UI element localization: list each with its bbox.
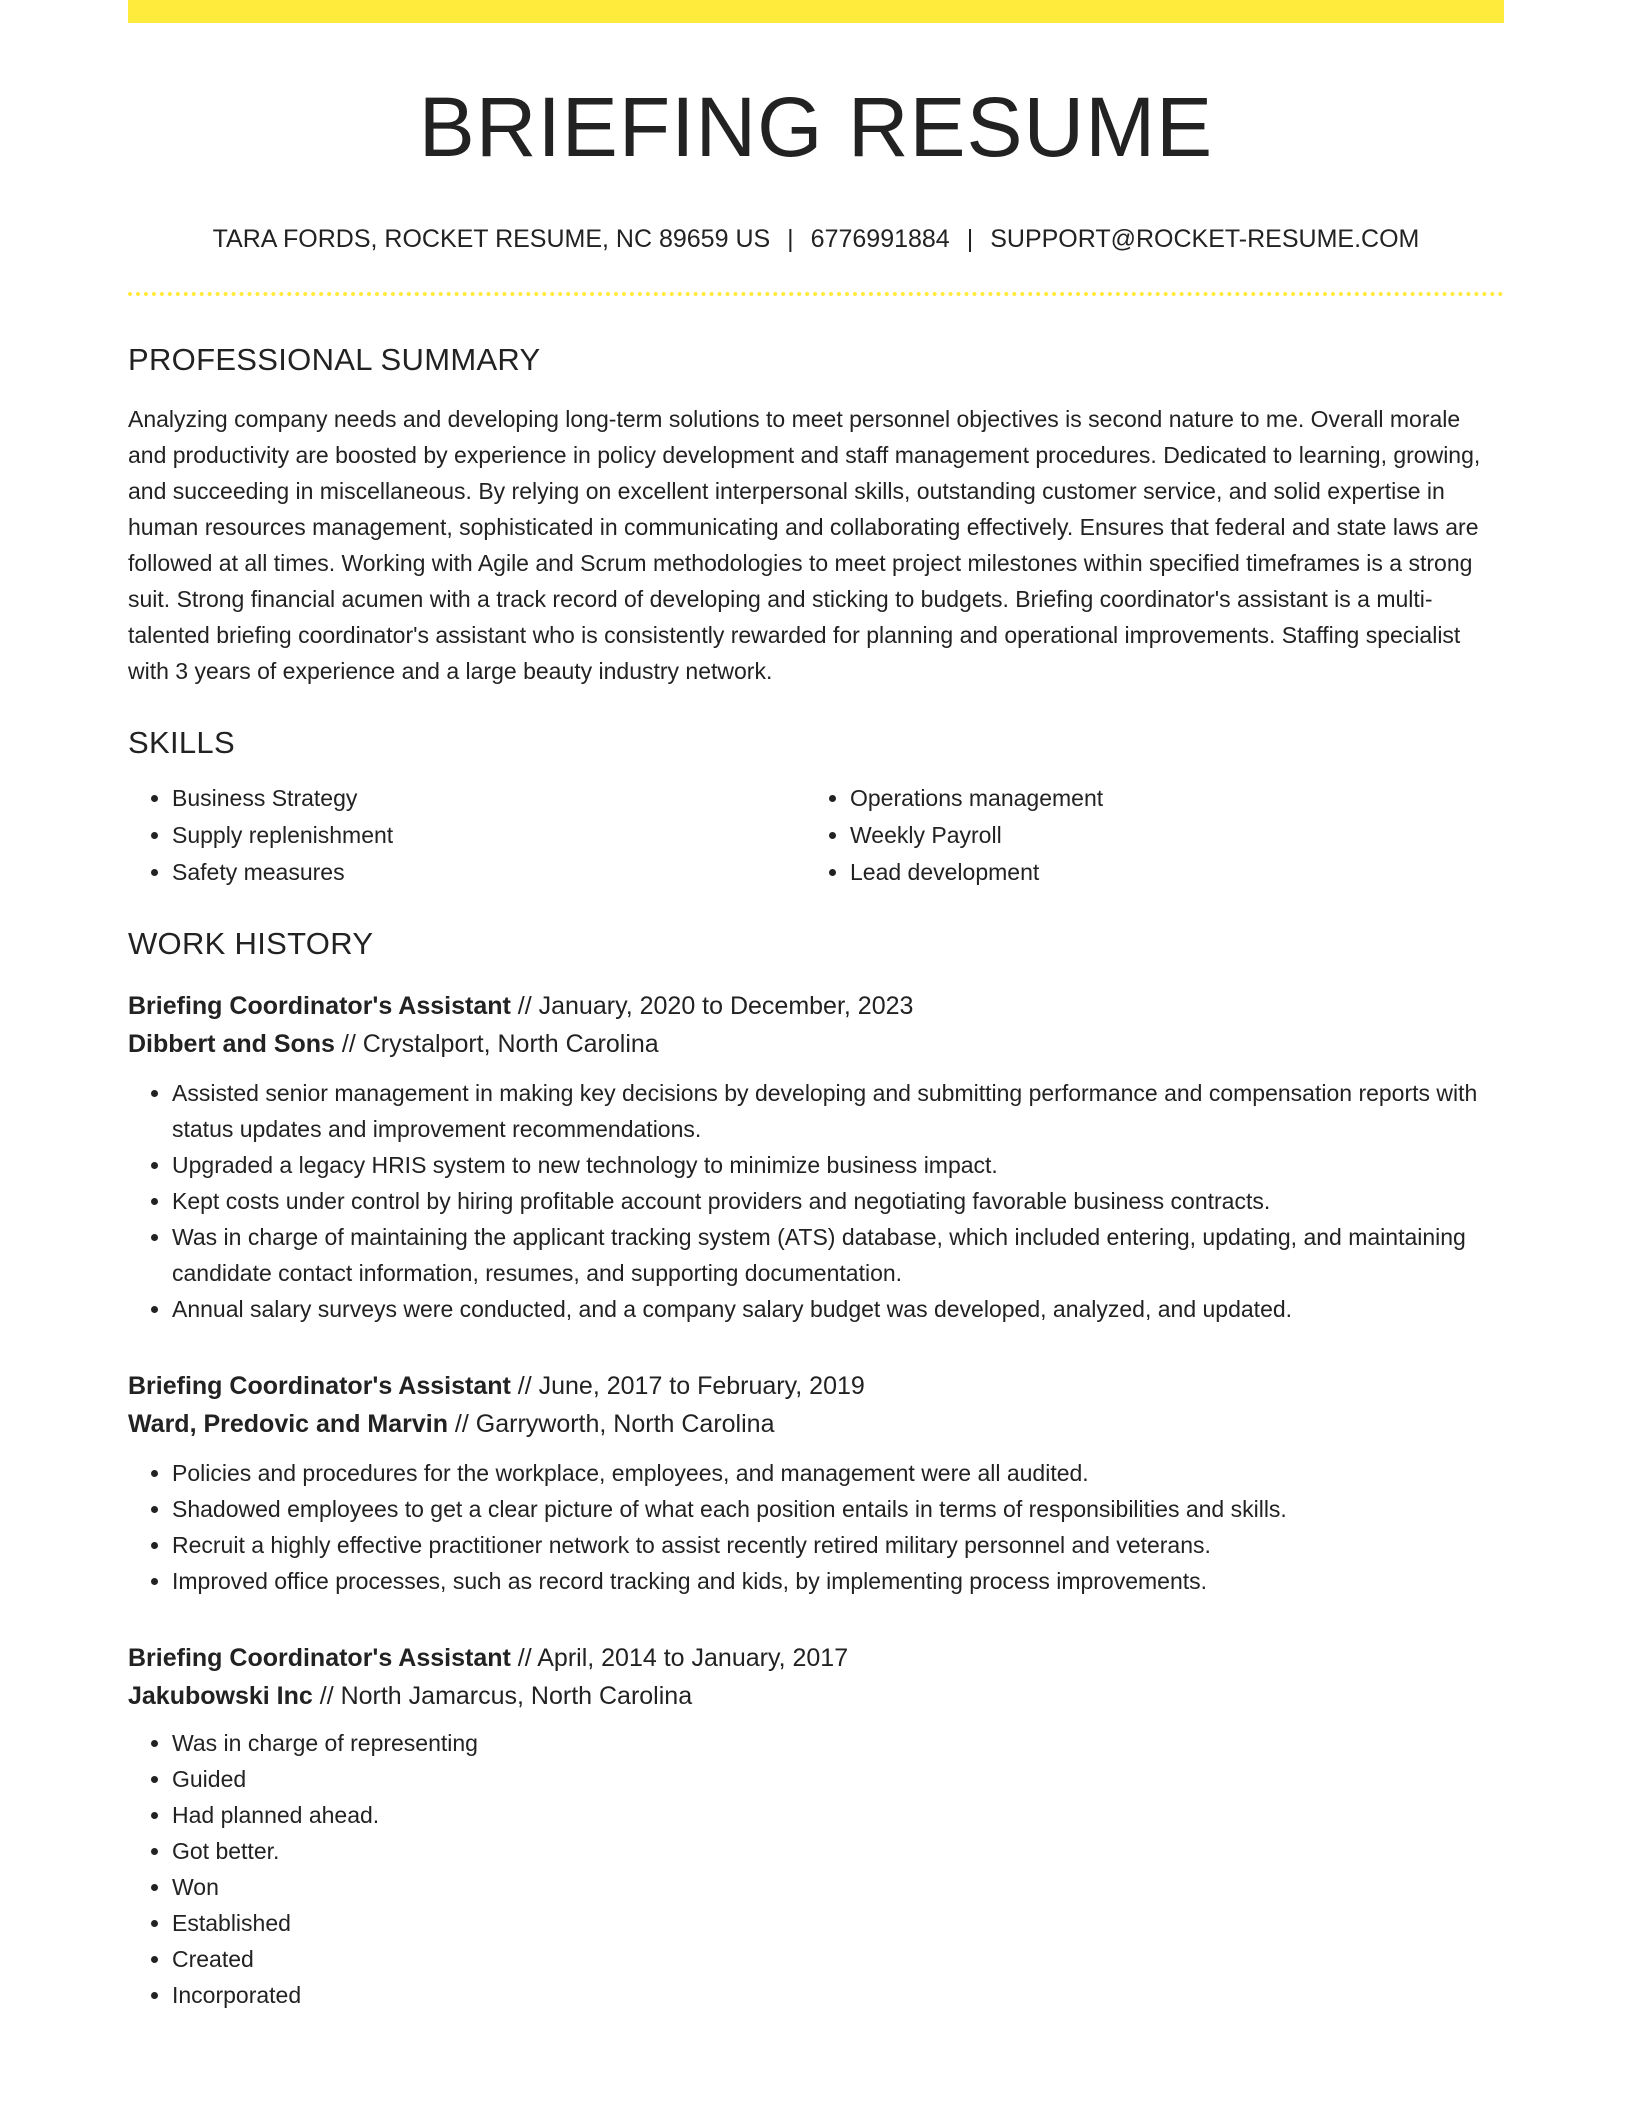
job-bullet: • Created: [172, 1941, 1504, 1977]
job-company: Ward, Predovic and Marvin: [128, 1410, 448, 1438]
job-bullets: [128, 1455, 1504, 1599]
resume-page: [128, 0, 1504, 2013]
job-entry: [128, 1367, 1504, 1599]
job-dates: // January, 2020 to December, 2023: [510, 992, 914, 1020]
contact-line: [128, 227, 1504, 252]
job-company-line: [128, 1025, 1504, 1063]
job-bullet: • Upgraded a legacy HRIS system to new technology to minimize business impact.: [172, 1147, 1504, 1183]
job-title: Briefing Coordinator's Assistant: [128, 1644, 511, 1672]
job-company-line: [128, 1405, 1504, 1443]
job-bullet: • Got better.: [172, 1833, 1504, 1869]
job-title: Briefing Coordinator's Assistant: [128, 1372, 511, 1400]
job-bullets: [128, 1725, 1504, 2013]
job-entry: [128, 987, 1504, 1327]
skill-item: • Supply replenishment: [172, 817, 806, 854]
job-title: Briefing Coordinator's Assistant: [128, 992, 511, 1020]
job-bullet: • Was in charge of maintaining the applicant tracking system (ATS) database, which included entering, updating, and maintaining candidate contact information, resumes, and supporting documentation.: [172, 1219, 1504, 1291]
job-bullet: • Policies and procedures for the workplace, employees, and management were all audited.: [172, 1455, 1504, 1491]
job-location: // North Jamarcus, North Carolina: [312, 1682, 693, 1710]
skill-item: • Lead development: [850, 854, 1484, 891]
job-bullet: • Kept costs under control by hiring profitable account providers and negotiating favorable business contracts.: [172, 1183, 1504, 1219]
dotted-divider: [128, 292, 1504, 296]
job-bullets: [128, 1075, 1504, 1327]
contact-separator: |: [787, 225, 794, 253]
skills-column-left: [128, 780, 806, 891]
contact-address: TARA FORDS, ROCKET RESUME, NC 89659 US: [212, 225, 771, 253]
summary-heading: PROFESSIONAL SUMMARY: [128, 342, 541, 377]
skill-item: • Weekly Payroll: [850, 817, 1484, 854]
job-dates: // June, 2017 to February, 2019: [510, 1372, 865, 1400]
job-bullet: • Annual salary surveys were conducted, and a company salary budget was developed, analyzed, and updated.: [172, 1291, 1504, 1327]
job-location: // Crystalport, North Carolina: [334, 1030, 659, 1058]
skill-item: • Business Strategy: [172, 780, 806, 817]
skills-list: [128, 780, 1504, 891]
job-bullet: • Had planned ahead.: [172, 1797, 1504, 1833]
skills-heading: SKILLS: [128, 725, 235, 760]
contact-email: SUPPORT@ROCKET-RESUME.COM: [990, 225, 1420, 253]
job-dates: // April, 2014 to January, 2017: [510, 1644, 849, 1672]
job-title-line: [128, 1367, 1504, 1405]
resume-title: BRIEFING RESUME: [418, 80, 1214, 174]
job-title-line: [128, 1639, 1504, 1677]
summary-text: Analyzing company needs and developing long-term solutions to meet personnel objectives is second nature to me. Overall morale and productivity are boosted by experience in policy development and staff management procedures. Dedicated to learning, growing, and succeeding in miscellaneous. By relying on excellent interpersonal skills, outstanding customer service, and solid expertise in human resources management, sophisticated in communicating and collaborating effectively. Ensures that federal and state laws are followed at all times. Working with Agile and Scrum methodologies to meet project milestones within specified timeframes is a strong suit. Strong financial acumen with a track record of developing and sticking to budgets. Briefing coordinator's assistant is a multi-talented briefing coordinator's assistant who is consistently rewarded for planning and operational improvements. Staffing specialist with 3 years of experience and a large beauty industry network.: [128, 406, 1481, 684]
job-bullet: • Improved office processes, such as record tracking and kids, by implementing process improvements.: [172, 1563, 1504, 1599]
skills-column-right: [806, 780, 1484, 891]
job-title-line: [128, 987, 1504, 1025]
job-company: Jakubowski Inc: [128, 1682, 313, 1710]
job-company: Dibbert and Sons: [128, 1030, 335, 1058]
contact-separator: |: [966, 225, 974, 253]
job-bullet: • Guided: [172, 1761, 1504, 1797]
top-accent-bar: [128, 0, 1504, 23]
job-company-line: [128, 1677, 1504, 1715]
skill-item: • Safety measures: [172, 854, 806, 891]
contact-phone: 6776991884: [810, 225, 950, 253]
job-bullet: • Established: [172, 1905, 1504, 1941]
job-entry: [128, 1639, 1504, 2013]
job-bullet: • Recruit a highly effective practitioner network to assist recently retired military personnel and veterans.: [172, 1527, 1504, 1563]
job-bullet: • Shadowed employees to get a clear picture of what each position entails in terms of responsibilities and skills.: [172, 1491, 1504, 1527]
job-bullet: • Was in charge of representing: [172, 1725, 1504, 1761]
job-bullet: • Assisted senior management in making key decisions by developing and submitting performance and compensation reports with status updates and improvement recommendations.: [172, 1075, 1504, 1147]
job-bullet: • Incorporated: [172, 1977, 1504, 2013]
work-history-heading: WORK HISTORY: [128, 926, 374, 961]
job-bullet: • Won: [172, 1869, 1504, 1905]
job-location: // Garryworth, North Carolina: [447, 1410, 775, 1438]
skill-item: • Operations management: [850, 780, 1484, 817]
